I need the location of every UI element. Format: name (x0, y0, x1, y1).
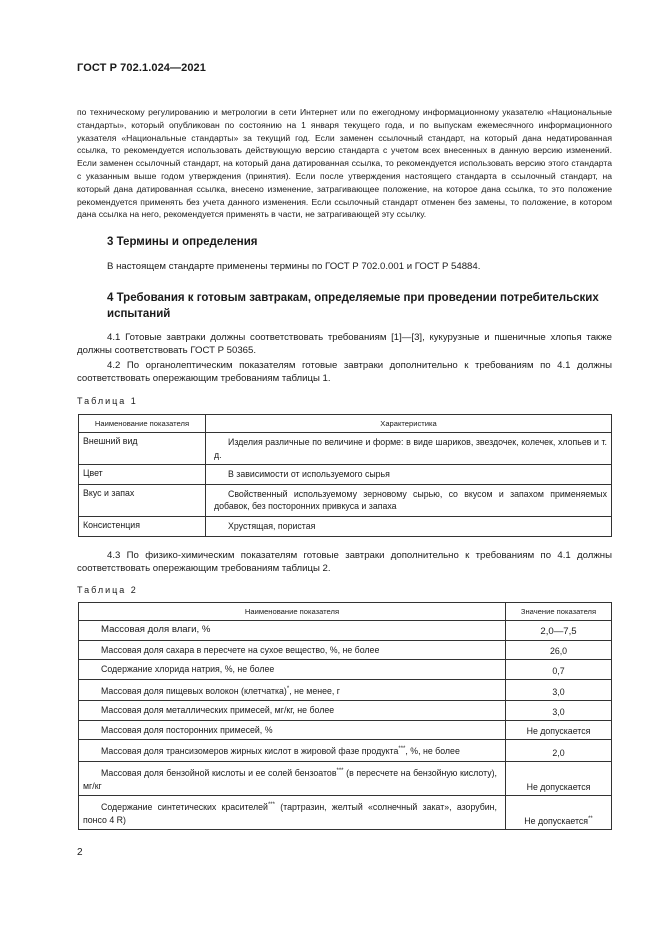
table-row (79, 660, 612, 680)
table-1-header-name: Наименование показателя (79, 415, 206, 433)
table-2-header-value: Значение показателя (506, 603, 612, 621)
table-cell: Свойственный используемому зерновому сырью, со вкусом и запахом применяемых добавок, без посторонних привкуса и запаха (206, 484, 612, 516)
table-cell: Хрустящая, пористая (206, 516, 612, 536)
table-cell: Вкус и запах (79, 484, 206, 516)
table-1-header-characteristic: Характеристика (206, 415, 612, 433)
table-cell: Изделия различные по величине и форме: в виде шариков, звездочек, колечек, хлопьев и т. д. (206, 433, 612, 465)
table-header-row (79, 415, 612, 433)
table-header-row (79, 603, 612, 621)
table-row (79, 740, 612, 762)
table-row (79, 701, 612, 721)
table-row (79, 796, 612, 830)
table-2-header-name: Наименование показателя (79, 603, 506, 621)
clause-4-1: 4.1 Готовые завтраки должны соответствовать требованиям [1]—[3], кукурузные и пшеничные хлопья также должны соответствовать ГОСТ Р 50365. (77, 332, 612, 357)
section-4-heading: 4 Требования к готовым завтракам, определяемые при проведении потребительских испытаний (107, 292, 599, 320)
document-header: ГОСТ Р 702.1.024—2021 (77, 62, 206, 74)
table-row (79, 679, 612, 701)
table-cell: Массовая доля влаги, % (79, 621, 506, 641)
table-row (79, 621, 612, 641)
table-1 (78, 414, 612, 537)
table-row (79, 484, 612, 516)
section-3-heading: 3 Термины и определения (107, 236, 258, 248)
page-number: 2 (77, 847, 83, 858)
table-cell: Не допускается (506, 720, 612, 740)
table-cell: Содержание хлорида натрия, %, не более (79, 660, 506, 680)
table-cell: Массовая доля трансизомеров жирных кислот в жировой фазе продукта***, %, не более (79, 740, 506, 762)
table-cell: Содержание синтетических красителей*** (тартразин, желтый «солнечный закат», азорубин, понсо 4 R) (79, 796, 506, 830)
table-cell: В зависимости от используемого сырья (206, 465, 612, 485)
table-cell: Массовая доля металлических примесей, мг/кг, не более (79, 701, 506, 721)
table-cell: Внешний вид (79, 433, 206, 465)
table-cell: 2,0 (506, 740, 612, 762)
table-cell: Не допускается (506, 762, 612, 796)
table-cell: 0,7 (506, 660, 612, 680)
table-2-caption: Таблица 2 (77, 585, 138, 595)
section-3-text: В настоящем стандарте применены термины по ГОСТ Р 702.0.001 и ГОСТ Р 54884. (107, 261, 481, 272)
table-row (79, 640, 612, 660)
clause-4-3: 4.3 По физико-химическим показателям готовые завтраки дополнительно к требованиям по 4.1 должны соответствовать опережающим требованиям таблицы 2. (77, 550, 612, 575)
table-cell: 26,0 (506, 640, 612, 660)
table-cell: Не допускается** (506, 796, 612, 830)
table-cell: Цвет (79, 465, 206, 485)
table-cell: Массовая доля бензойной кислоты и ее солей бензоатов*** (в пересчете на бензойную кислоту), мг/кг (79, 762, 506, 796)
table-row (79, 433, 612, 465)
table-2 (78, 602, 612, 830)
table-row (79, 720, 612, 740)
table-cell: 2,0—7,5 (506, 621, 612, 641)
intro-paragraph: по техническому регулированию и метрологии в сети Интернет или по ежегодному информационному указателю «Национальные стандарты», который опубликован по состоянию на 1 января текущего года, и по выпускам ежемесячного информационного указателя «Национальные стандарты» за текущий год. Если заменен ссылочный стандарт, на который дана недатированная ссылка, то рекомендуется использовать действующую версию стандарта с учетом всех внесенных в данную версию изменений. Если заменен ссылочный стандарт, на который дана датированная ссылка, то рекомендуется использовать версию этого стандарта с указанным выше годом утверждения (принятия). Если после утверждения настоящего стандарта в ссылочный стандарт, на который дана датированная ссылка, внесено изменение, затрагивающее положение, на которое дана ссылка, то это положение рекомендуется применять без учета данного изменения. Если ссылочный стандарт отменен без замены, то положение, в котором дана ссылка на него, рекомендуется применять в части, не затрагивающей эту ссылку. (77, 107, 612, 220)
table-cell: 3,0 (506, 679, 612, 701)
table-cell: 3,0 (506, 701, 612, 721)
table-row (79, 762, 612, 796)
clause-4-2: 4.2 По органолептическим показателям готовые завтраки дополнительно к требованиям по 4.1 должны соответствовать опережающим требованиям таблицы 1. (77, 360, 612, 385)
table-cell: Массовая доля сахара в пересчете на сухое вещество, %, не более (79, 640, 506, 660)
table-row (79, 516, 612, 536)
table-1-caption: Таблица 1 (77, 396, 138, 406)
table-cell: Консистенция (79, 516, 206, 536)
table-cell: Массовая доля посторонних примесей, % (79, 720, 506, 740)
table-cell: Массовая доля пищевых волокон (клетчатка)*, не менее, г (79, 679, 506, 701)
table-row (79, 465, 612, 485)
